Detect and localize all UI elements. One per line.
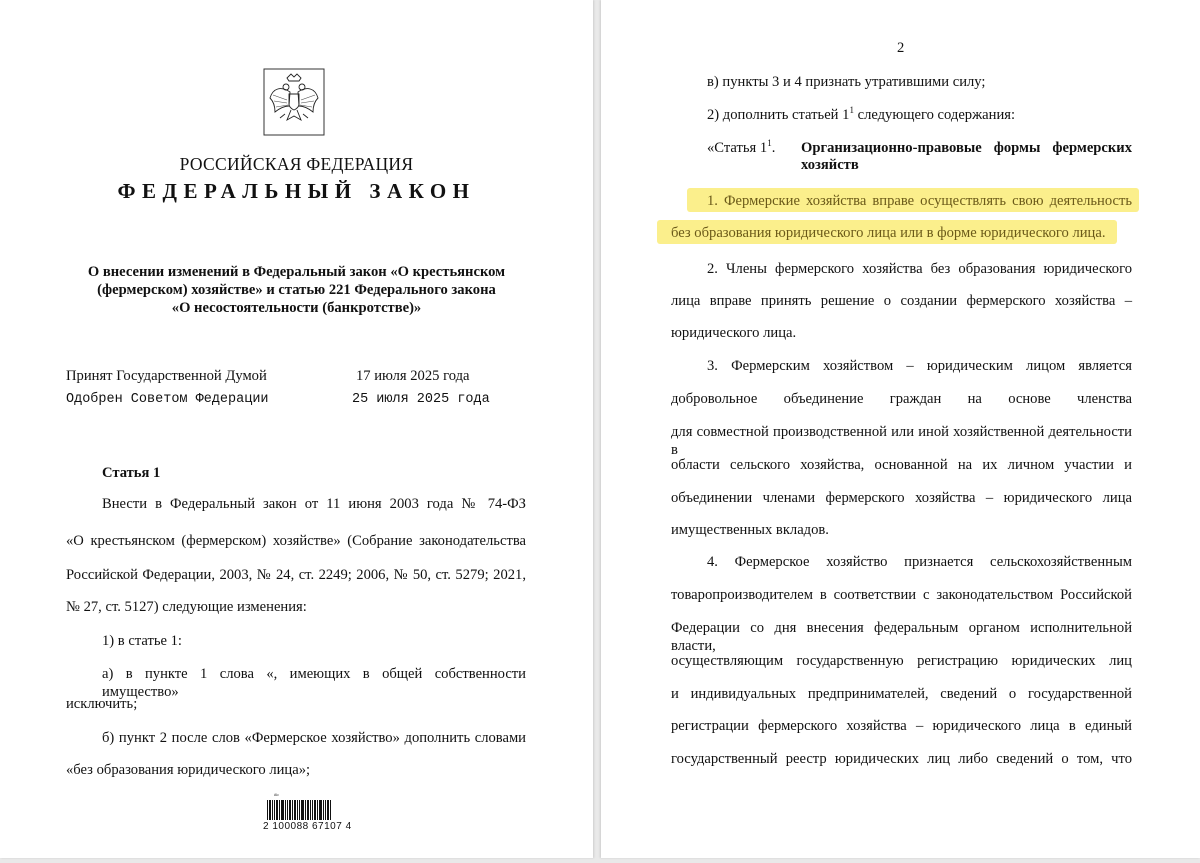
duma-adoption-label: Принят Государственной Думой: [66, 368, 267, 384]
text-line: товаропроизводителем в соответствии с законодательством Российской: [671, 587, 1132, 603]
text-line: б) пункт 2 после слов «Фермерское хозяйство» дополнить словами: [102, 730, 526, 746]
highlighted-text-line: без образования юридического лица или в форме юридического лица.: [671, 225, 1106, 241]
text-line: Федерации со дня внесения федеральным органом исполнительной власти,: [671, 620, 1132, 654]
coat-of-arms-icon: [263, 68, 325, 136]
law-title-line: «О несостоятельности (банкротстве)»: [171, 300, 422, 316]
svg-text:ᴬᴵᶜ: ᴬᴵᶜ: [274, 793, 279, 799]
text-line: юридического лица.: [671, 325, 797, 341]
text-line: 4. Фермерское хозяйство признается сельскохозяйственным: [707, 554, 1132, 570]
text-line: Внести в Федеральный закон от 11 июня 2003 года № 74-ФЗ: [102, 496, 526, 512]
text-line: имущественных вкладов.: [671, 522, 829, 538]
new-article-label: [707, 139, 775, 157]
text-line: добровольное объединение граждан на основе членства: [671, 391, 1132, 407]
barcode-number: 2 100088 67107 4: [263, 821, 352, 832]
law-title-line: О внесении изменений в Федеральный закон «О крестьянском: [87, 264, 506, 280]
country-name: РОССИЙСКАЯ ФЕДЕРАЦИЯ: [179, 154, 414, 174]
left-page: [0, 0, 593, 858]
text-line: осуществляющим государственную регистрацию юридических лиц: [671, 653, 1132, 669]
text-line: исключить;: [66, 696, 138, 712]
law-type-heading: ФЕДЕРАЛЬНЫЙ ЗАКОН: [117, 179, 476, 203]
text-line: регистрации фермерского хозяйства – юридического лица в единый: [671, 718, 1132, 734]
text-line: для совместной производственной или иной хозяйственной деятельности в: [671, 424, 1132, 458]
text-line: 3. Фермерским хозяйством – юридическим лицом является: [707, 358, 1132, 374]
text-line: в) пункты 3 и 4 признать утратившими силу;: [707, 74, 986, 90]
text-fragment: .: [771, 140, 776, 156]
text-line: а) в пункте 1 слова «, имеющих в общей собственности имущество»: [102, 666, 526, 700]
right-page: [601, 0, 1200, 858]
text-fragment: «Статья 1: [707, 140, 768, 156]
text-line: Российской Федерации, 2003, № 24, ст. 2249; 2006, № 50, ст. 5279; 2021,: [66, 567, 526, 583]
text-line: лица вправе принять решение о создании фермерского хозяйства –: [671, 293, 1132, 309]
text-line: области сельского хозяйства, основанной на их личном участии и: [671, 457, 1132, 473]
council-approval-date: 25 июля 2025 года: [352, 392, 490, 407]
text-line: 1) в статье 1:: [102, 633, 182, 649]
text-line: № 27, ст. 5127) следующие изменения:: [66, 599, 307, 615]
text-line: государственный реестр юридических лиц либо сведений о том, что: [671, 751, 1132, 767]
text-line: «без образования юридического лица»;: [66, 762, 311, 778]
highlighted-text-line: 1. Фермерские хозяйства вправе осуществлять свою деятельность: [707, 193, 1132, 209]
council-approval-label: Одобрен Советом Федерации: [66, 392, 269, 407]
text-line: 2. Члены фермерского хозяйства без образования юридического: [707, 261, 1132, 277]
text-line: объединении членами фермерского хозяйства – юридического лица: [671, 490, 1132, 506]
text-fragment: следующего содержания:: [853, 107, 1016, 123]
article-title-line: хозяйств: [801, 157, 859, 173]
article-title-line: Организационно-правовые формы фермерских: [801, 140, 1132, 156]
text-fragment: 2) дополнить статьей 1: [707, 107, 850, 123]
text-line: «О крестьянском (фермерском) хозяйстве» (Собрание законодательства: [66, 533, 526, 549]
duma-adoption-date: 17 июля 2025 года: [356, 368, 470, 384]
text-line: и индивидуальных предпринимателей, сведений о государственной: [671, 686, 1132, 702]
page-number: 2: [897, 40, 905, 56]
law-title-line: (фермерском) хозяйстве» и статью 221 Федерального закона: [97, 282, 496, 298]
superscript: 1: [767, 138, 772, 149]
article-heading: Статья 1: [102, 465, 161, 481]
superscript: 1: [849, 105, 854, 116]
amendment-item-2: [707, 106, 1015, 124]
